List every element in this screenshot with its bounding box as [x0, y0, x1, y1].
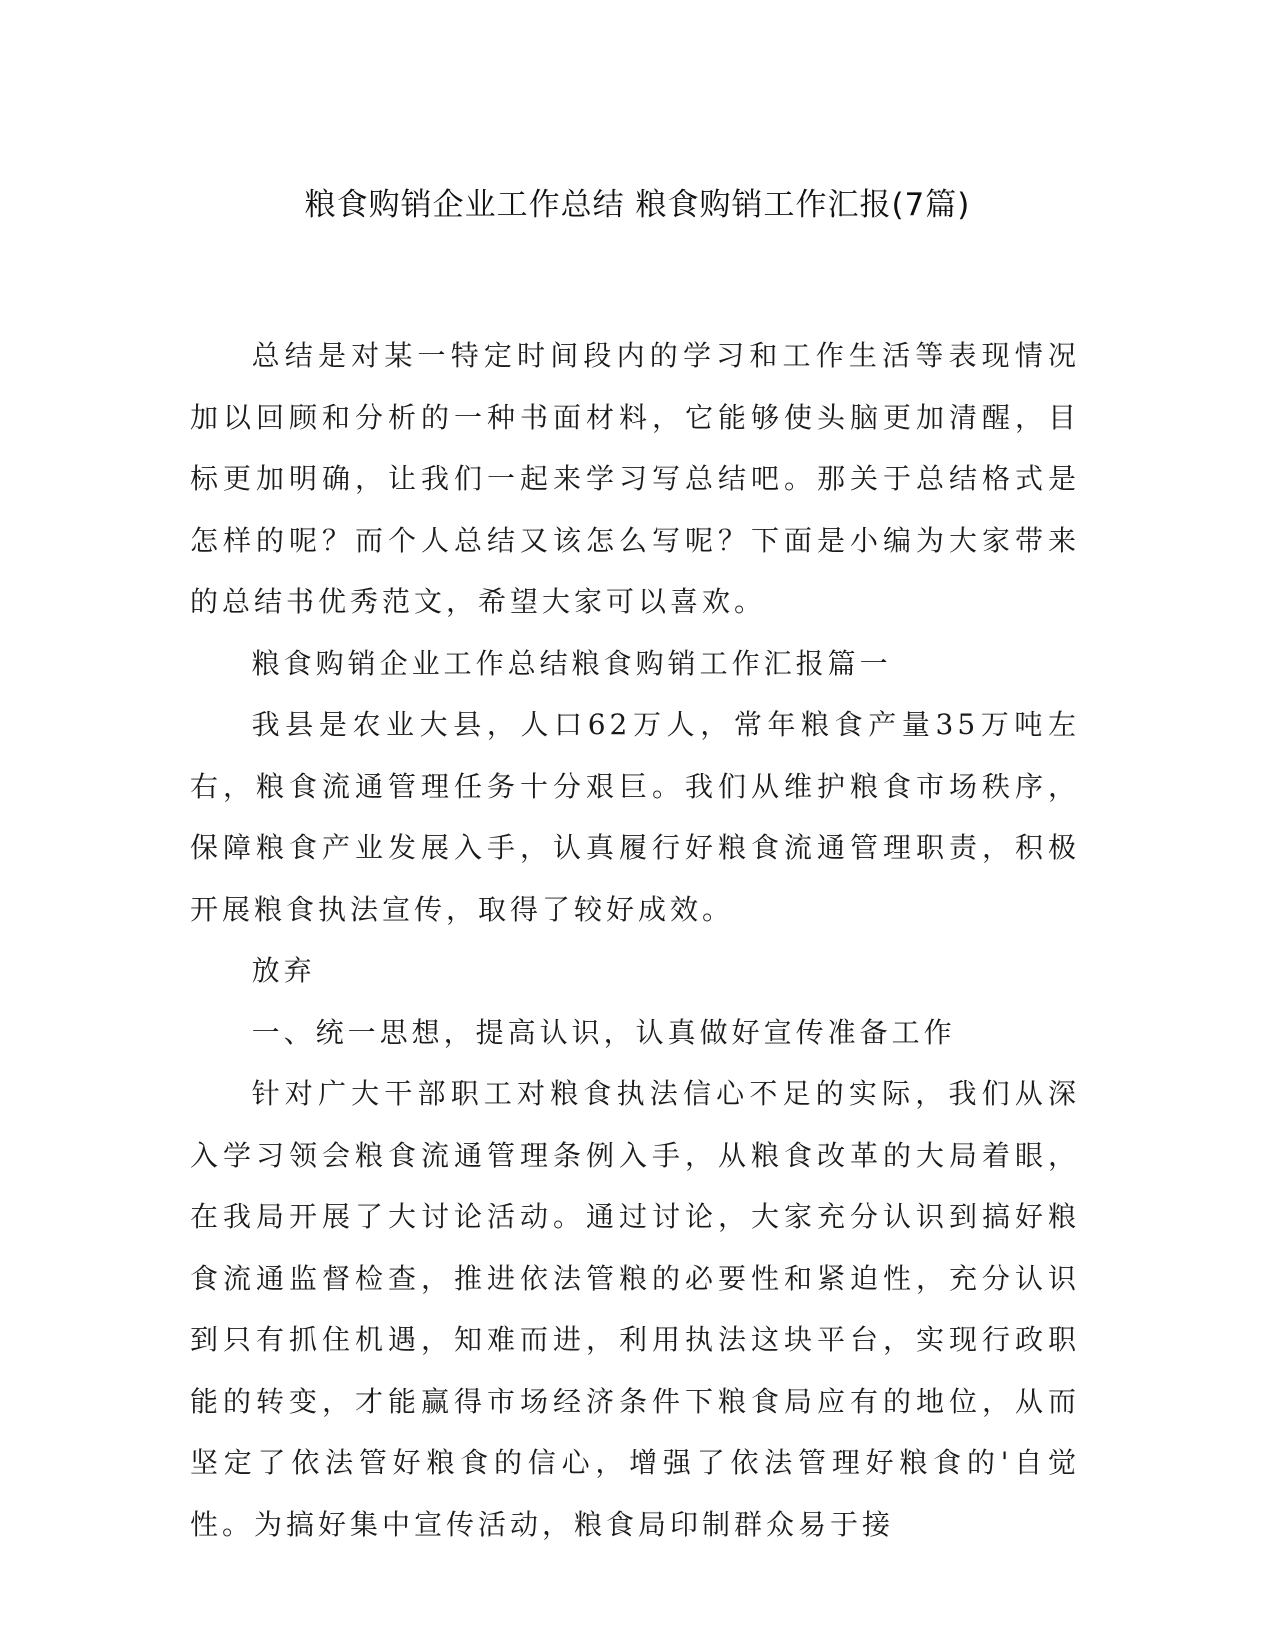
paragraph-discussion-activity: 针对广大干部职工对粮食执法信心不足的实际，我们从深入学习领会粮食流通管理条例入手，从粮食改革的大局着眼，在我局开展了大讨论活动。通过讨论，大家充分认识到搞好粮食流通监督检查，推进依法管粮的必要性和紧迫性，充分认识到只有抓住机遇，知难而进，利用执法这块平台，实现行政职能的转变，才能赢得市场经济条件下粮食局应有的地位，从而坚定了依法管好粮食的信心，增强了依法管理好粮食的'自觉性。为搞好集中宣传活动，粮食局印制群众易于接	[190, 1077, 1080, 1541]
document-body	[190, 325, 1080, 1555]
document-title: 粮食购销企业工作总结 粮食购销工作汇报(7篇)	[304, 187, 971, 223]
subheading-unify-thinking: 一、统一思想，提高认识，认真做好宣传准备工作	[251, 1015, 956, 1049]
paragraph-short-note: 放弃	[251, 954, 316, 987]
paragraph-county-overview: 我县是农业大县，人口62万人，常年粮食产量35万吨左右，粮食流通管理任务十分艰巨。我们从维护粮食市场秩序，保障粮食产业发展入手，认真履行好粮食流通管理职责，积极开展粮食执法宣传，取得了较好成效。	[190, 708, 1080, 926]
paragraph-intro: 总结是对某一特定时间段内的学习和工作生活等表现情况加以回顾和分析的一种书面材料，它能够使头脑更加清醒，目标更加明确，让我们一起来学习写总结吧。那关于总结格式是怎样的呢？而个人总结又该怎么写呢？下面是小编为大家带来的总结书优秀范文，希望大家可以喜欢。	[190, 339, 1080, 618]
section-heading-part-one: 粮食购销企业工作总结粮食购销工作汇报篇一	[251, 646, 892, 680]
